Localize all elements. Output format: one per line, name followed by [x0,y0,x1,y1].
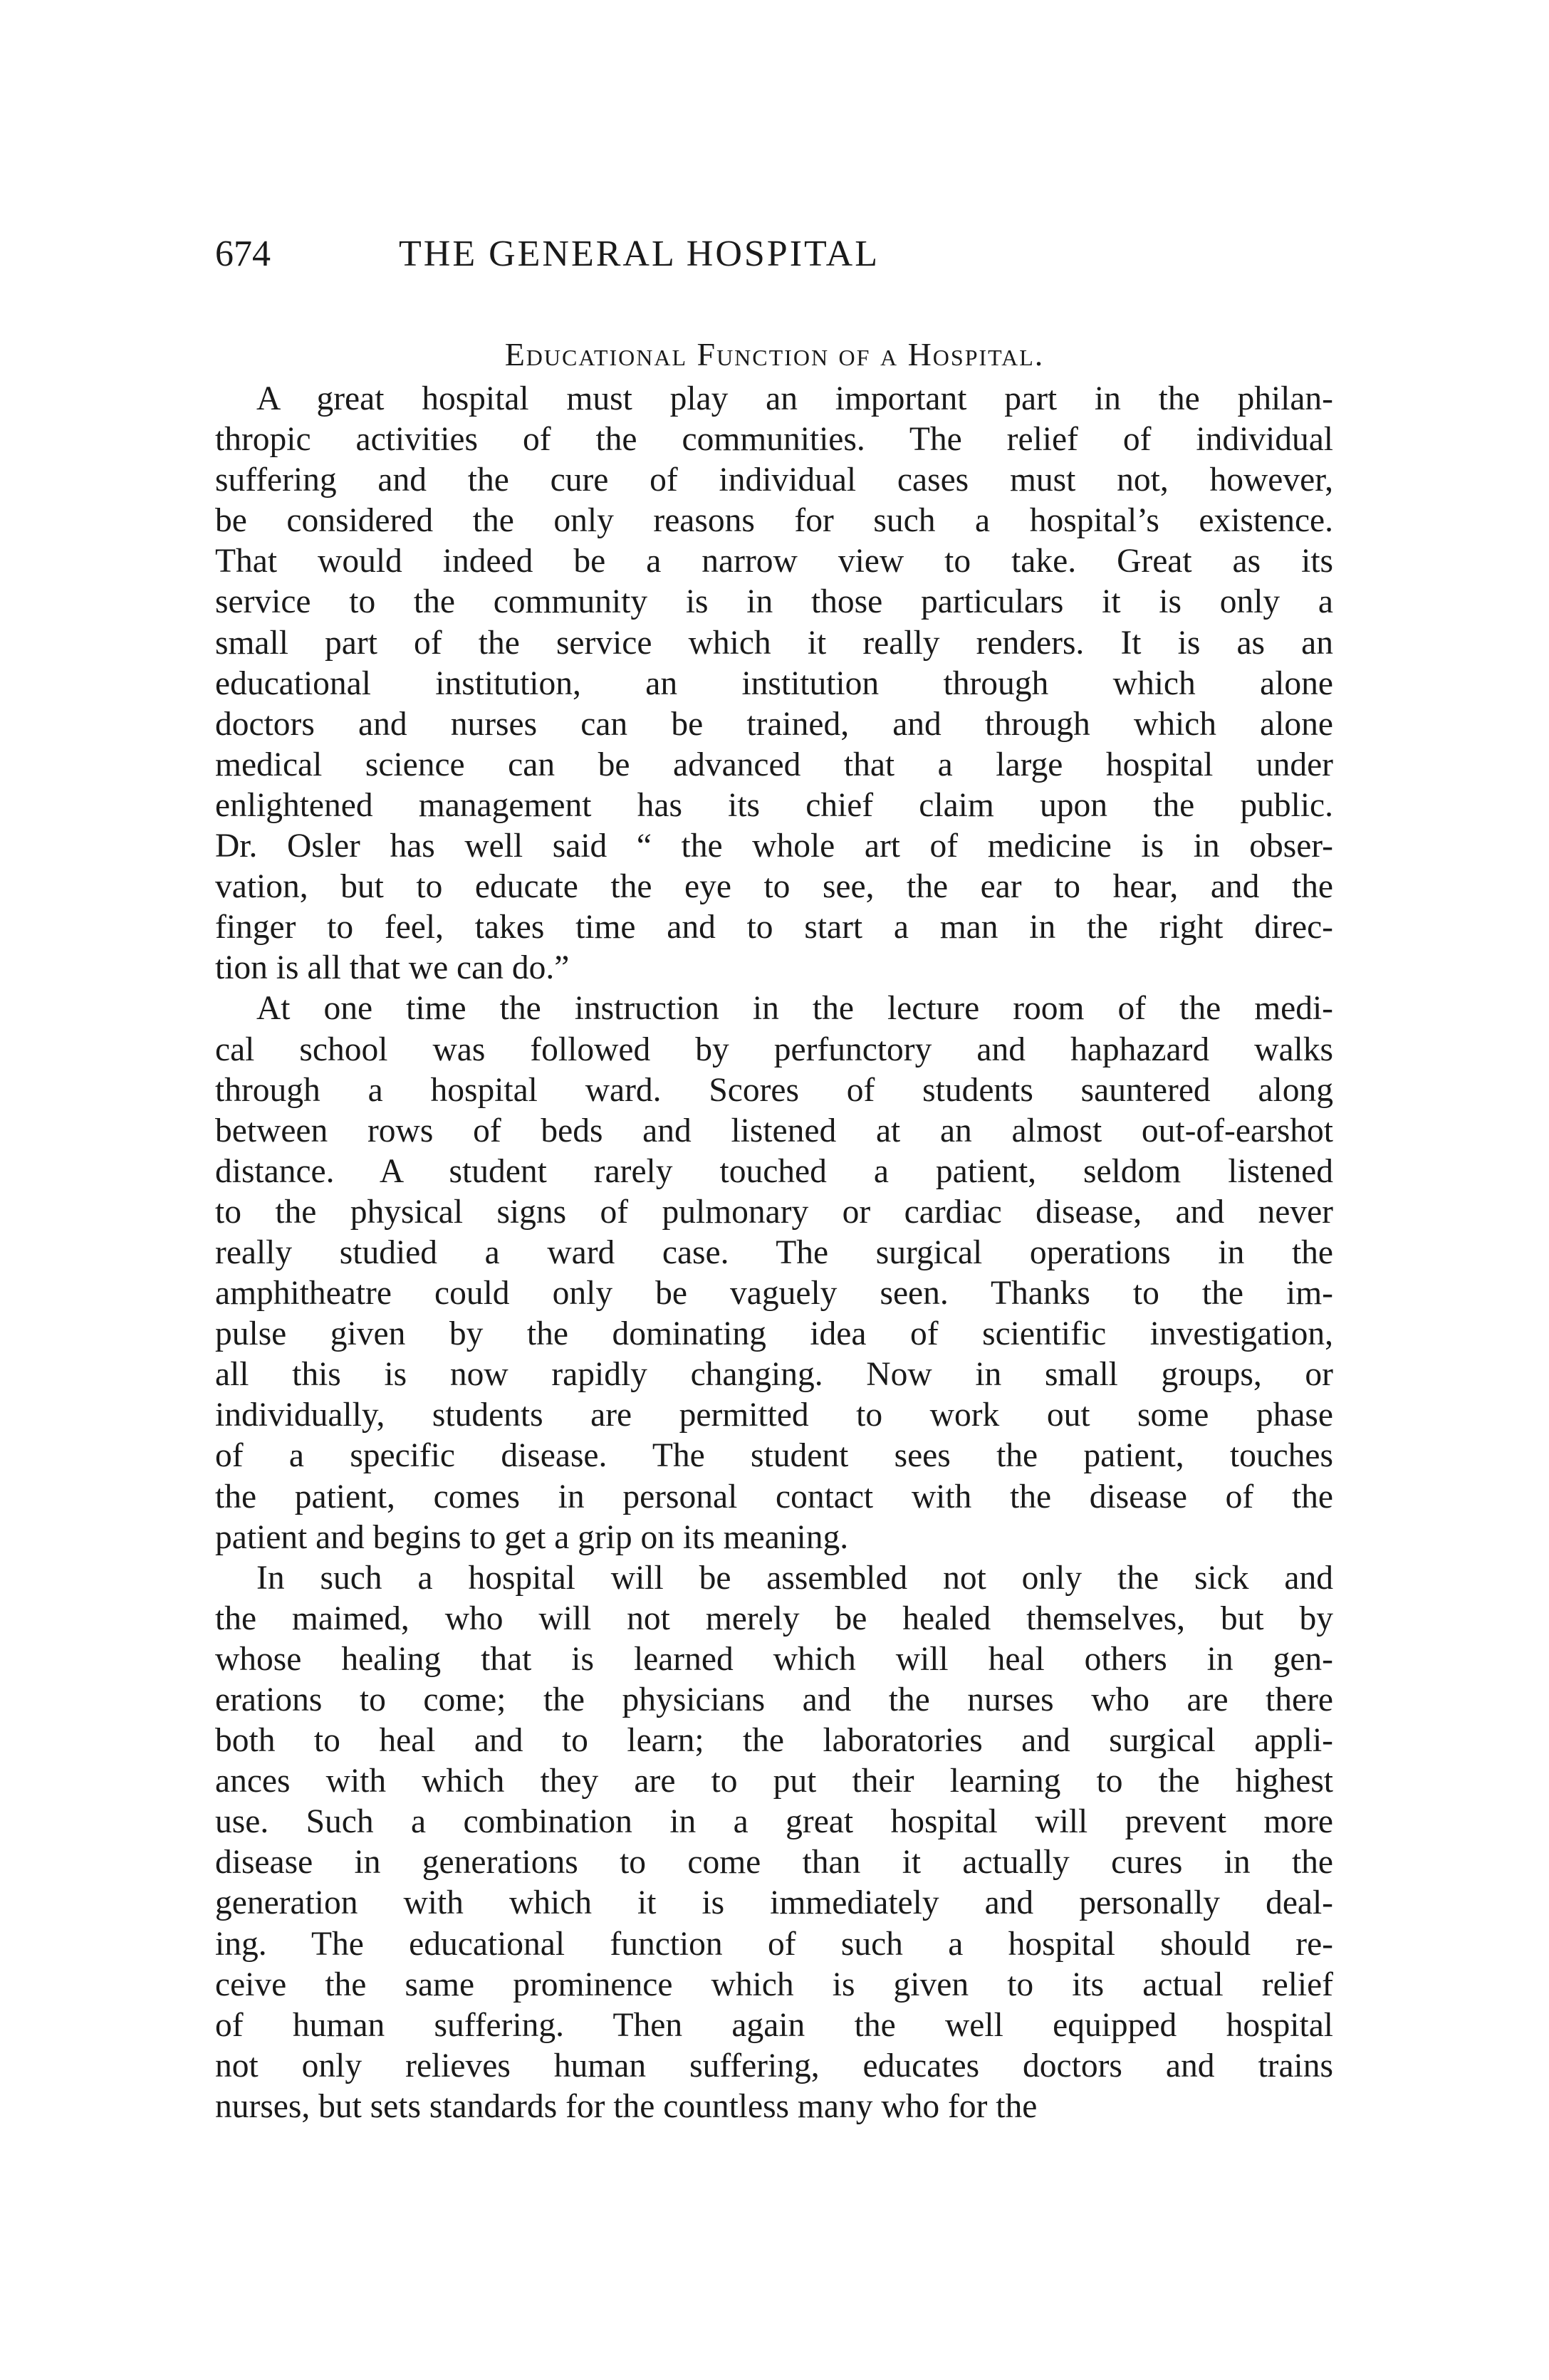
text-line: the maimed, who will not merely be healed themselves, but by [215,1599,1333,1637]
text-line: distance. A student rarely touched a patient, seldom listened [215,1152,1333,1190]
text-line: educational institution, an institution through which alone [215,664,1333,702]
text-line: pulse given by the dominating idea of scientific investigation, [215,1315,1333,1353]
text-line: not only relieves human suffering, educates doctors and trains [215,2047,1333,2084]
text-line: of a specific disease. The student sees the patient, touches [215,1437,1333,1475]
text-line: to the physical signs of pulmonary or cardiac disease, and never [215,1193,1333,1231]
text-line: finger to feel, takes time and to start a man in the right direc- [215,909,1333,946]
text-line: thropic activities of the communities. The relief of individual [215,421,1333,459]
text-line: vation, but to educate the eye to see, the ear to hear, and the [215,868,1333,906]
text-line: service to the community is in those particulars it is only a [215,583,1333,621]
paragraph [215,1558,1333,2127]
text-line: nurses, but sets standards for the countless many who for the [215,2087,1038,2125]
text-line: generation with which it is immediately and personally deal- [215,1884,1333,1922]
text-line: ceive the same prominence which is given to its actual relief [215,1966,1333,2003]
text-line: Dr. Osler has well said “ the whole art of medicine is in obser- [215,828,1333,865]
text-line: ing. The educational function of such a hospital should re- [215,1925,1333,1963]
text-line: patient and begins to get a grip on its meaning. [215,1518,849,1556]
text-line: At one time the instruction in the lecture room of the medi- [256,990,1333,1028]
paragraph [215,988,1333,1557]
text-line: enlightened management has its chief claim upon the public. [215,786,1333,824]
text-line: ances with which they are to put their learning to the highest [215,1763,1333,1800]
text-line: In such a hospital will be assembled not only the sick and [256,1559,1333,1597]
text-line: That would indeed be a narrow view to take. Great as its [215,543,1333,580]
text-line: be considered the only reasons for such a hospital’s existence. [215,502,1333,540]
text-line: medical science can be advanced that a large hospital under [215,746,1333,783]
text-line: cal school was followed by perfunctory and haphazard walks [215,1030,1333,1068]
text-line: small part of the service which it really renders. It is as an [215,624,1333,662]
text-line: whose healing that is learned which will heal others in gen- [215,1640,1333,1678]
text-line: suffering and the cure of individual cases must not, however, [215,461,1333,499]
section-heading: Educational Function of a Hospital. [504,336,1045,372]
text-line: through a hospital ward. Scores of students sauntered along [215,1071,1333,1109]
text-line: amphitheatre could only be vaguely seen. Thanks to the im- [215,1275,1333,1312]
page-number: 674 [215,234,271,274]
text-line: of human suffering. Then again the well equipped hospital [215,2006,1333,2044]
text-line: tion is all that we can do.” [215,949,570,987]
text-line: disease in generations to come than it actually cures in the [215,1844,1333,1881]
text-line: between rows of beds and listened at an almost out-of-earshot [215,1112,1333,1149]
text-line: A great hospital must play an important part in the philan- [256,380,1333,417]
text-line: both to heal and to learn; the laboratories and surgical appli- [215,1722,1333,1760]
text-line: really studied a ward case. The surgical operations in the [215,1233,1333,1271]
text-line: the patient, comes in personal contact with the disease of the [215,1478,1333,1515]
text-line: individually, students are permitted to work out some phase [215,1397,1333,1434]
page-header [0,229,1549,279]
text-line: erations to come; the physicians and the nurses who are there [215,1681,1333,1718]
running-head: THE GENERAL HOSPITAL [399,234,880,274]
paragraph [215,379,1333,988]
body-text [215,379,1333,2127]
text-line: use. Such a combination in a great hospital will prevent more [215,1803,1333,1841]
text-line: doctors and nurses can be trained, and through which alone [215,705,1333,743]
text-line: all this is now rapidly changing. Now in small groups, or [215,1356,1333,1394]
